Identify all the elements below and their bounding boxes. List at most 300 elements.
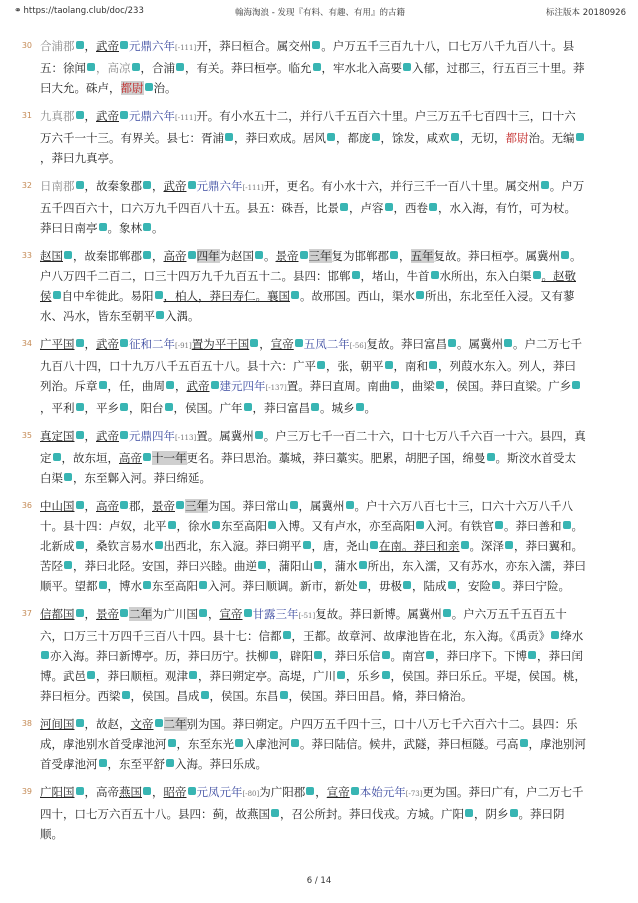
annotation-marker-icon[interactable] [87, 671, 95, 679]
text-segment: ，侯国。莽曰田昌。脩，莽曰脩治。 [288, 689, 473, 703]
annotation-marker-icon[interactable] [403, 63, 411, 71]
annotation-marker-icon[interactable] [120, 41, 128, 49]
annotation-marker-icon[interactable] [41, 651, 49, 659]
text-segment: ，无切， [459, 131, 506, 145]
annotation-marker-icon[interactable] [359, 561, 367, 569]
annotation-marker-icon[interactable] [122, 691, 130, 699]
text-segment: 高帝 [119, 451, 142, 465]
text-segment: 入河。有铁官 [425, 519, 494, 533]
text-segment: ， [175, 379, 187, 393]
text-segment: ，莽曰翼和。苦陉 [40, 539, 583, 573]
text-segment: 昭帝 [163, 785, 187, 799]
annotation-marker-icon[interactable] [76, 787, 84, 795]
text-segment: 二年 [129, 607, 152, 621]
text-segment: 文帝 [130, 717, 154, 731]
text-segment: 。户八万四千二百二，口三十四万九千九百五十二。县四：邯郸 [40, 249, 582, 283]
annotation-marker-icon[interactable] [76, 181, 84, 189]
text-segment: ，侯国。昌成 [130, 689, 200, 703]
text-segment: 四年 [196, 249, 220, 263]
text-segment: [-113] [175, 434, 197, 442]
annotation-marker-icon[interactable] [155, 291, 163, 299]
annotation-marker-icon[interactable] [572, 381, 580, 389]
text-segment: ， [84, 337, 96, 351]
annotation-marker-icon[interactable] [145, 83, 153, 91]
text-segment: 九真郡 [40, 109, 75, 123]
text-segment: ， [84, 109, 96, 123]
text-segment: ，高凉 [96, 61, 131, 75]
paragraph [21, 36, 586, 98]
annotation-marker-icon[interactable] [189, 671, 197, 679]
annotation-marker-icon[interactable] [143, 581, 151, 589]
annotation-marker-icon[interactable] [520, 739, 528, 747]
text-segment: ，莽曰朔定亭。高堤，广川 [198, 669, 336, 683]
text-segment: ，陆成 [412, 579, 447, 593]
annotation-marker-icon[interactable] [416, 291, 424, 299]
text-segment: 开，更名。有小水十六，并行三千一百八十里。属交州 [263, 179, 540, 193]
annotation-marker-icon[interactable] [99, 381, 107, 389]
text-segment: 燕国 [119, 785, 142, 799]
annotation-marker-icon[interactable] [53, 453, 61, 461]
annotation-marker-icon[interactable] [314, 651, 322, 659]
annotation-marker-icon[interactable] [76, 41, 84, 49]
annotation-marker-icon[interactable] [87, 63, 95, 71]
text-segment: ，馀发，咸欢 [380, 131, 450, 145]
text-segment: [-111] [175, 114, 197, 122]
annotation-marker-icon[interactable] [76, 719, 84, 727]
annotation-marker-icon[interactable] [528, 651, 536, 659]
text-segment: 治。 [153, 81, 177, 95]
text-segment: ， [259, 337, 271, 351]
annotation-marker-icon[interactable] [382, 671, 390, 679]
annotation-marker-icon[interactable] [533, 271, 541, 279]
annotation-marker-icon[interactable] [99, 223, 107, 231]
annotation-marker-icon[interactable] [300, 251, 308, 259]
annotation-marker-icon[interactable] [143, 787, 151, 795]
annotation-marker-icon[interactable] [76, 541, 84, 549]
text-segment: ，莽曰北陉。安国，莽曰兴睦。曲逆 [73, 559, 257, 573]
text-segment: 。斯洨水首受太白渠 [40, 451, 576, 485]
annotation-marker-icon[interactable] [53, 291, 61, 299]
annotation-marker-icon[interactable] [76, 339, 84, 347]
annotation-marker-icon[interactable] [225, 133, 233, 141]
annotation-marker-icon[interactable] [64, 473, 72, 481]
annotation-marker-icon[interactable] [487, 453, 495, 461]
page-number: 6 / 14 [306, 876, 332, 886]
text-segment: 信都国 [40, 607, 75, 621]
text-segment: 五凤二年 [303, 337, 350, 351]
paragraph-number: 32 [21, 181, 32, 190]
annotation-marker-icon[interactable] [426, 651, 434, 659]
annotation-marker-icon[interactable] [495, 521, 503, 529]
text-segment: ，辟阳 [278, 649, 313, 663]
text-segment: ， [152, 249, 164, 263]
annotation-marker-icon[interactable] [385, 361, 393, 369]
text-segment: [-51] [298, 612, 316, 620]
annotation-marker-icon[interactable] [551, 631, 559, 639]
text-segment: 入河。莽曰顺调。新市，新处 [208, 579, 358, 593]
annotation-marker-icon[interactable] [359, 581, 367, 589]
text-segment: 元凤元年 [196, 785, 243, 799]
annotation-marker-icon[interactable] [391, 381, 399, 389]
text-segment: ，莽曰九真亭。 [40, 151, 121, 165]
text-segment: 合浦郡 [40, 39, 75, 53]
annotation-marker-icon[interactable] [563, 521, 571, 529]
annotation-marker-icon[interactable] [235, 739, 243, 747]
text-segment: [-73] [405, 790, 423, 798]
text-segment: ，侯国。东昌 [209, 689, 279, 703]
text-segment: 高帝 [96, 499, 119, 513]
paragraph-number: 38 [21, 719, 32, 728]
text-segment: 武帝 [96, 429, 119, 443]
annotation-marker-icon[interactable] [403, 581, 411, 589]
annotation-marker-icon[interactable] [351, 787, 359, 795]
text-segment: 开，莽曰桓合。属交州 [196, 39, 312, 53]
annotation-marker-icon[interactable] [120, 609, 128, 617]
text-segment: ，蒲水 [323, 559, 358, 573]
text-segment: ，属冀州 [298, 499, 345, 513]
annotation-marker-icon[interactable] [317, 361, 325, 369]
annotation-marker-icon[interactable] [561, 251, 569, 259]
paragraph [21, 106, 586, 168]
text-segment: ，故赵， [84, 717, 131, 731]
annotation-marker-icon[interactable] [188, 181, 196, 189]
text-segment: ，莽曰欢成。居风 [234, 131, 326, 145]
source-url[interactable]: ⚭ https://taolang.club/doc/233 [14, 6, 144, 16]
annotation-marker-icon[interactable] [576, 133, 584, 141]
text-segment: [-111] [242, 184, 264, 192]
annotation-marker-icon[interactable] [465, 809, 473, 817]
annotation-marker-icon[interactable] [188, 787, 196, 795]
text-segment: 元鼎四年 [129, 429, 175, 443]
text-segment: 三年 [308, 249, 332, 263]
text-segment: 东至高阳 [221, 519, 267, 533]
text-segment: 置。属冀州 [196, 429, 254, 443]
annotation-marker-icon[interactable] [176, 63, 184, 71]
text-segment: 日南郡 [40, 179, 75, 193]
text-segment: 广平国 [40, 337, 75, 351]
annotation-marker-icon[interactable] [541, 181, 549, 189]
text-segment: ，水入海，有竹，可为杖。莽曰日南亭 [40, 201, 576, 235]
text-segment: 甘露三年 [252, 607, 299, 621]
page-header [14, 6, 626, 20]
annotation-marker-icon[interactable] [337, 671, 345, 679]
text-segment: ，莽曰闰博。武邑 [40, 649, 583, 683]
text-segment: 。户万五千四百六十，口六万九千四百八十五。县五：硃吾，比景 [40, 179, 585, 215]
text-segment: ，蒲阳山 [267, 559, 313, 573]
text-segment: 。象林 [107, 221, 142, 235]
annotation-marker-icon[interactable] [311, 403, 319, 411]
text-segment: 广阳国 [40, 785, 75, 799]
annotation-marker-icon[interactable] [155, 719, 163, 727]
text-segment: 。莽曰善和 [504, 519, 562, 533]
text-segment: ， [84, 429, 96, 443]
text-segment: 别为国。莽曰朔定。户四万五千四十三，口十八万七千六百六十二。县四：乐成，虖池别水首受虖池河 [40, 717, 578, 751]
text-segment: ，有关。莽曰桓亭。临允 [185, 61, 312, 75]
annotation-marker-icon[interactable] [258, 561, 266, 569]
annotation-marker-icon[interactable] [352, 271, 360, 279]
text-segment: ，东至东光 [176, 737, 234, 751]
text-segment: [-56] [349, 342, 367, 350]
annotation-marker-icon[interactable] [416, 521, 424, 529]
text-segment: ，平乡 [84, 401, 119, 415]
paragraph-number: 31 [21, 111, 32, 120]
text-segment: 东至高阳 [152, 579, 198, 593]
text-segment: ，卢容 [349, 201, 384, 215]
text-segment: 入博。又有卢水，亦至高阳 [277, 519, 415, 533]
text-segment: 。莽曰陆信。候井，武隧，莽曰桓隧。弓高 [300, 737, 519, 751]
text-segment: ，召公所封。莽曰伐戎。方城。广阳 [280, 807, 464, 821]
paragraph [21, 782, 586, 844]
paragraph-number: 36 [21, 501, 32, 510]
annotation-marker-icon[interactable] [120, 339, 128, 347]
text-segment: 开。有小水五十二，并行八千五百六十里。户三万五千七百四十三，口十六万六千一十三。有界关。县七：胥浦 [40, 109, 576, 145]
annotation-marker-icon[interactable] [120, 501, 128, 509]
text-segment: 。莽曰阴顺。 [40, 807, 565, 841]
text-segment: 二年 [163, 717, 187, 731]
text-segment: ，高帝 [84, 785, 119, 799]
annotation-marker-icon[interactable] [76, 609, 84, 617]
annotation-marker-icon[interactable] [492, 581, 500, 589]
annotation-marker-icon[interactable] [327, 133, 335, 141]
text-segment: 治。无编 [528, 131, 575, 145]
annotation-marker-icon[interactable] [143, 251, 151, 259]
annotation-marker-icon[interactable] [156, 311, 164, 319]
paragraph [21, 604, 586, 706]
text-segment: ，侯国。莽曰直梁。广乡 [444, 379, 572, 393]
text-segment: 武帝 [96, 109, 119, 123]
text-segment: ，任，曲周 [107, 379, 165, 393]
annotation-marker-icon[interactable] [451, 133, 459, 141]
annotation-marker-icon[interactable] [120, 403, 128, 411]
text-segment: 十一年 [152, 451, 187, 465]
text-segment: 为赵国 [219, 249, 254, 263]
text-segment: 元鼎六年 [196, 179, 243, 193]
text-segment: ，唐，尧山 [311, 539, 369, 553]
text-segment: ，牢水北入高要 [321, 61, 402, 75]
text-segment: 。户三万七千一百二十六，口十七万八千六百一十六。县四，真定 [40, 429, 586, 465]
annotation-marker-icon[interactable] [143, 181, 151, 189]
text-segment: 景帝 [96, 607, 119, 621]
annotation-marker-icon[interactable] [436, 381, 444, 389]
annotation-marker-icon[interactable] [340, 203, 348, 211]
paragraph-number: 37 [21, 609, 32, 618]
annotation-marker-icon[interactable] [155, 541, 163, 549]
text-segment: ，西卷 [393, 201, 428, 215]
paragraph-number: 35 [21, 431, 32, 440]
annotation-marker-icon[interactable] [356, 403, 364, 411]
text-segment: 元鼎六年 [129, 39, 175, 53]
annotation-marker-icon[interactable] [132, 63, 140, 71]
text-segment: ，故秦邯郸郡 [73, 249, 142, 263]
text-segment: ，王都。故章河、故虖池皆在北，东入海。《禹贡》 [291, 629, 551, 643]
annotation-marker-icon[interactable] [76, 431, 84, 439]
paragraph-number: 30 [21, 41, 32, 50]
text-segment: ， [84, 39, 96, 53]
text-segment: 在南。莽曰和亲 [379, 539, 460, 553]
annotation-marker-icon[interactable] [199, 609, 207, 617]
annotation-marker-icon[interactable] [166, 759, 174, 767]
text-segment: ，东至鄡入河。莽曰绵延。 [73, 471, 211, 485]
annotation-marker-icon[interactable] [295, 339, 303, 347]
annotation-marker-icon[interactable] [99, 581, 107, 589]
annotation-marker-icon[interactable] [168, 521, 176, 529]
text-segment: ，南和 [393, 359, 428, 373]
text-segment: ，乐乡 [346, 669, 381, 683]
annotation-marker-icon[interactable] [165, 403, 173, 411]
annotation-marker-icon[interactable] [212, 521, 220, 529]
text-segment: 。 [152, 221, 164, 235]
text-segment: 征和二年 [129, 337, 175, 351]
annotation-marker-icon[interactable] [168, 739, 176, 747]
text-segment: 宣帝 [270, 337, 294, 351]
annotation-marker-icon[interactable] [370, 541, 378, 549]
text-segment: 中山国 [40, 499, 75, 513]
text-segment: 。户二万七千九百八十四，口十九万八千五百五十八。县十六：广平 [40, 337, 582, 373]
annotation-marker-icon[interactable] [431, 271, 439, 279]
text-segment: 自中牟徙此。易阳 [61, 289, 154, 303]
annotation-marker-icon[interactable] [76, 403, 84, 411]
text-segment: 绛水 [560, 629, 584, 643]
text-segment: 本始元年 [359, 785, 406, 799]
text-segment: 赵国 [40, 249, 63, 263]
text-segment: ，安险 [456, 579, 491, 593]
annotation-marker-icon[interactable] [250, 339, 258, 347]
annotation-marker-icon[interactable] [385, 203, 393, 211]
annotation-marker-icon[interactable] [510, 809, 518, 817]
text-segment: 河间国 [40, 717, 75, 731]
annotation-marker-icon[interactable] [280, 691, 288, 699]
text-segment: ， [84, 607, 96, 621]
annotation-marker-icon[interactable] [244, 403, 252, 411]
annotation-marker-icon[interactable] [390, 251, 398, 259]
text-segment: 复故。莽曰新博。属冀州 [315, 607, 442, 621]
text-segment: 。 [264, 249, 276, 263]
annotation-marker-icon[interactable] [255, 431, 263, 439]
text-segment: 宣帝 [219, 607, 243, 621]
annotation-marker-icon[interactable] [505, 541, 513, 549]
text-segment: 入虖池河 [244, 737, 290, 751]
text-segment: 。南宫 [390, 649, 425, 663]
text-segment: 景帝 [275, 249, 299, 263]
text-segment: ，张，朝平 [326, 359, 384, 373]
annotation-marker-icon[interactable] [504, 339, 512, 347]
text-segment: 建元四年 [219, 379, 266, 393]
annotation-marker-icon[interactable] [211, 381, 219, 389]
annotation-marker-icon[interactable] [443, 609, 451, 617]
text-segment: [-137] [265, 384, 287, 392]
text-segment: ，莽曰富昌 [252, 401, 310, 415]
text-segment: ，列葭水东入。列人，莽曰列治。斥章 [40, 359, 576, 393]
text-segment: 。户十六万八百七十三，口六十六万八千八十。县十四：卢奴，北平 [40, 499, 573, 533]
annotation-marker-icon[interactable] [461, 541, 469, 549]
annotation-marker-icon[interactable] [255, 251, 263, 259]
annotation-marker-icon[interactable] [382, 651, 390, 659]
annotation-marker-icon[interactable] [176, 501, 184, 509]
text-segment: 武帝 [163, 179, 187, 193]
annotation-marker-icon[interactable] [372, 133, 380, 141]
text-segment: 入海。莽曰乐成。 [175, 757, 267, 771]
text-segment: 置。莽曰直周。南曲 [286, 379, 391, 393]
annotation-marker-icon[interactable] [143, 223, 151, 231]
annotation-marker-icon[interactable] [188, 251, 196, 259]
text-segment: 。北新成 [40, 519, 583, 553]
text-segment: ，毋极 [367, 579, 402, 593]
text-segment: 郡， [129, 499, 152, 513]
text-segment: 入郁，过郡三，行五百三十里。莽曰大允。硃卢， [40, 61, 585, 95]
annotation-marker-icon[interactable] [201, 691, 209, 699]
text-segment: ，莽曰顺桓。观津 [96, 669, 188, 683]
annotation-marker-icon[interactable] [120, 431, 128, 439]
text-segment: ，东至平舒 [107, 757, 165, 771]
text-segment: 复故。莽曰桓亭。属冀州 [433, 249, 560, 263]
annotation-marker-icon[interactable] [303, 541, 311, 549]
annotation-marker-icon[interactable] [290, 501, 298, 509]
text-segment: [-91] [175, 342, 192, 350]
text-segment: 所出，东入濡，又有苏水，亦东入濡，莽曰顺平。望都 [40, 559, 586, 593]
annotation-marker-icon[interactable] [64, 251, 72, 259]
annotation-marker-icon[interactable] [312, 41, 320, 49]
annotation-marker-icon[interactable] [314, 561, 322, 569]
text-segment: 都尉 [505, 131, 529, 145]
text-segment: 出西北，东入滱。莽曰朔平 [163, 539, 302, 553]
text-segment: 五年 [410, 249, 434, 263]
text-segment: ，堵山，牛首 [360, 269, 430, 283]
annotation-marker-icon[interactable] [268, 521, 276, 529]
annotation-marker-icon[interactable] [270, 651, 278, 659]
annotation-marker-icon[interactable] [143, 453, 151, 461]
annotation-marker-icon[interactable] [306, 787, 314, 795]
site-title: 翰海淘浪 - 发现『有料、有趣、有用』的古籍 [235, 8, 405, 18]
annotation-marker-icon[interactable] [120, 111, 128, 119]
annotation-marker-icon[interactable] [271, 809, 279, 817]
document-body [21, 36, 586, 852]
text-segment: 武帝 [96, 337, 119, 351]
annotation-marker-icon[interactable] [313, 63, 321, 71]
text-segment: 。赵敬侯 [40, 269, 576, 303]
text-segment: 为国。莽曰常山 [208, 499, 289, 513]
annotation-marker-icon[interactable] [448, 339, 456, 347]
annotation-marker-icon[interactable] [283, 631, 291, 639]
annotation-marker-icon[interactable] [448, 581, 456, 589]
annotation-marker-icon[interactable] [291, 291, 299, 299]
annotation-marker-icon[interactable] [291, 739, 299, 747]
annotation-marker-icon[interactable] [64, 561, 72, 569]
annotation-marker-icon[interactable] [244, 609, 252, 617]
annotation-marker-icon[interactable] [199, 581, 207, 589]
text-segment: 都尉 [120, 81, 144, 95]
text-segment: ， [84, 499, 96, 513]
text-segment: 。户六万五千五百五十六，口万三十万四千三百八十四。县十七：信都 [40, 607, 567, 643]
annotation-marker-icon[interactable] [99, 759, 107, 767]
annotation-marker-icon[interactable] [429, 361, 437, 369]
annotation-marker-icon[interactable] [346, 501, 354, 509]
annotation-marker-icon[interactable] [76, 501, 84, 509]
text-segment: ， [152, 179, 164, 193]
text-segment: 三年 [185, 499, 208, 513]
paragraph [21, 246, 586, 326]
text-segment: 为广阳郡 [259, 785, 306, 799]
text-segment: 。故邢国。西山，渠水 [300, 289, 415, 303]
text-segment: 。莽曰宁险。 [501, 579, 570, 593]
annotation-marker-icon[interactable] [76, 111, 84, 119]
link-icon: ⚭ [14, 6, 22, 16]
text-segment: 水所出，东入白渠 [439, 269, 532, 283]
annotation-marker-icon[interactable] [429, 203, 437, 211]
annotation-marker-icon[interactable] [166, 381, 174, 389]
text-segment: 。户万五千三百九十八，口七万八千九百八十。县五：徐闻 [40, 39, 575, 75]
text-segment: 武帝 [186, 379, 210, 393]
text-segment: ，故东垣， [61, 451, 119, 465]
